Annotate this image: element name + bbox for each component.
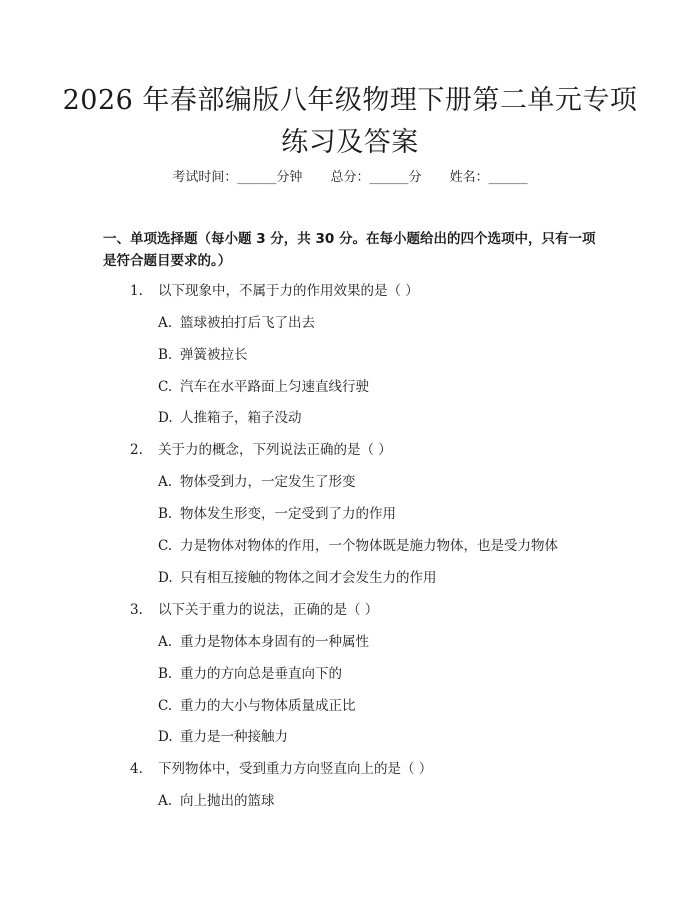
question-stem: 以下现象中，不属于力的作用效果的是（ ） <box>158 283 419 299</box>
question-4 <box>130 759 432 779</box>
option-text: 重力是物体本身固有的一种属性 <box>180 634 369 650</box>
question-number: 4. <box>130 761 143 777</box>
question-4-option-a <box>158 791 275 811</box>
option-key: C. <box>158 379 173 395</box>
option-key: B. <box>158 347 173 363</box>
question-number: 2. <box>130 442 143 458</box>
question-2-option-a <box>158 472 356 492</box>
section-heading: 一、单项选择题（每小题 3 分，共 30 分。在每小题给出的四个选项中，只有一项是符合题目要求的。） <box>103 231 596 269</box>
exam-meta <box>0 168 700 188</box>
question-1 <box>130 281 419 301</box>
question-number: 1. <box>130 283 143 299</box>
option-key: A. <box>158 634 173 650</box>
question-3-option-a <box>158 632 369 652</box>
option-text: 重力的方向总是垂直向下的 <box>180 666 342 682</box>
option-key: C. <box>158 538 173 554</box>
total-score-field: 总分：______分 <box>330 170 422 185</box>
option-key: A. <box>158 315 173 331</box>
question-stem: 以下关于重力的说法，正确的是（ ） <box>158 602 379 618</box>
question-1-option-a <box>158 313 315 333</box>
question-1-option-c <box>158 377 369 397</box>
option-key: D. <box>158 570 173 586</box>
question-2-option-c <box>158 536 558 556</box>
question-2 <box>130 440 392 460</box>
question-stem: 下列物体中，受到重力方向竖直向上的是（ ） <box>158 761 433 777</box>
question-stem: 关于力的概念，下列说法正确的是（ ） <box>158 442 392 458</box>
option-key: D. <box>158 410 173 426</box>
exam-time-field: 考试时间：______分钟 <box>172 170 303 185</box>
question-2-option-b <box>158 504 396 524</box>
option-text: 只有相互接触的物体之间才会发生力的作用 <box>180 570 437 586</box>
option-key: A. <box>158 793 173 809</box>
option-text: 向上抛出的篮球 <box>180 793 275 809</box>
option-key: D. <box>158 729 173 745</box>
question-3-option-c <box>158 696 356 716</box>
option-text: 弹簧被拉长 <box>180 347 248 363</box>
question-3-option-b <box>158 664 342 684</box>
option-text: 篮球被拍打后飞了出去 <box>180 315 315 331</box>
option-text: 物体受到力，一定发生了形变 <box>180 474 356 490</box>
question-1-option-d <box>158 408 302 428</box>
option-key: C. <box>158 698 173 714</box>
question-3-option-d <box>158 727 288 747</box>
option-text: 汽车在水平路面上匀速直线行驶 <box>180 379 369 395</box>
question-number: 3. <box>130 602 143 618</box>
option-text: 人推箱子，箱子没动 <box>180 410 302 426</box>
document-title: 2026 年春部编版八年级物理下册第二单元专项练习及答案 <box>62 85 638 158</box>
option-text: 重力的大小与物体质量成正比 <box>180 698 356 714</box>
option-key: B. <box>158 666 173 682</box>
question-1-option-b <box>158 345 248 365</box>
option-text: 力是物体对物体的作用，一个物体既是施力物体，也是受力物体 <box>180 538 558 554</box>
option-key: B. <box>158 506 173 522</box>
question-2-option-d <box>158 568 437 588</box>
student-name-field: 姓名：______ <box>449 170 528 185</box>
question-3 <box>130 600 378 620</box>
option-text: 重力是一种接触力 <box>180 729 288 745</box>
option-key: A. <box>158 474 173 490</box>
option-text: 物体发生形变，一定受到了力的作用 <box>180 506 396 522</box>
